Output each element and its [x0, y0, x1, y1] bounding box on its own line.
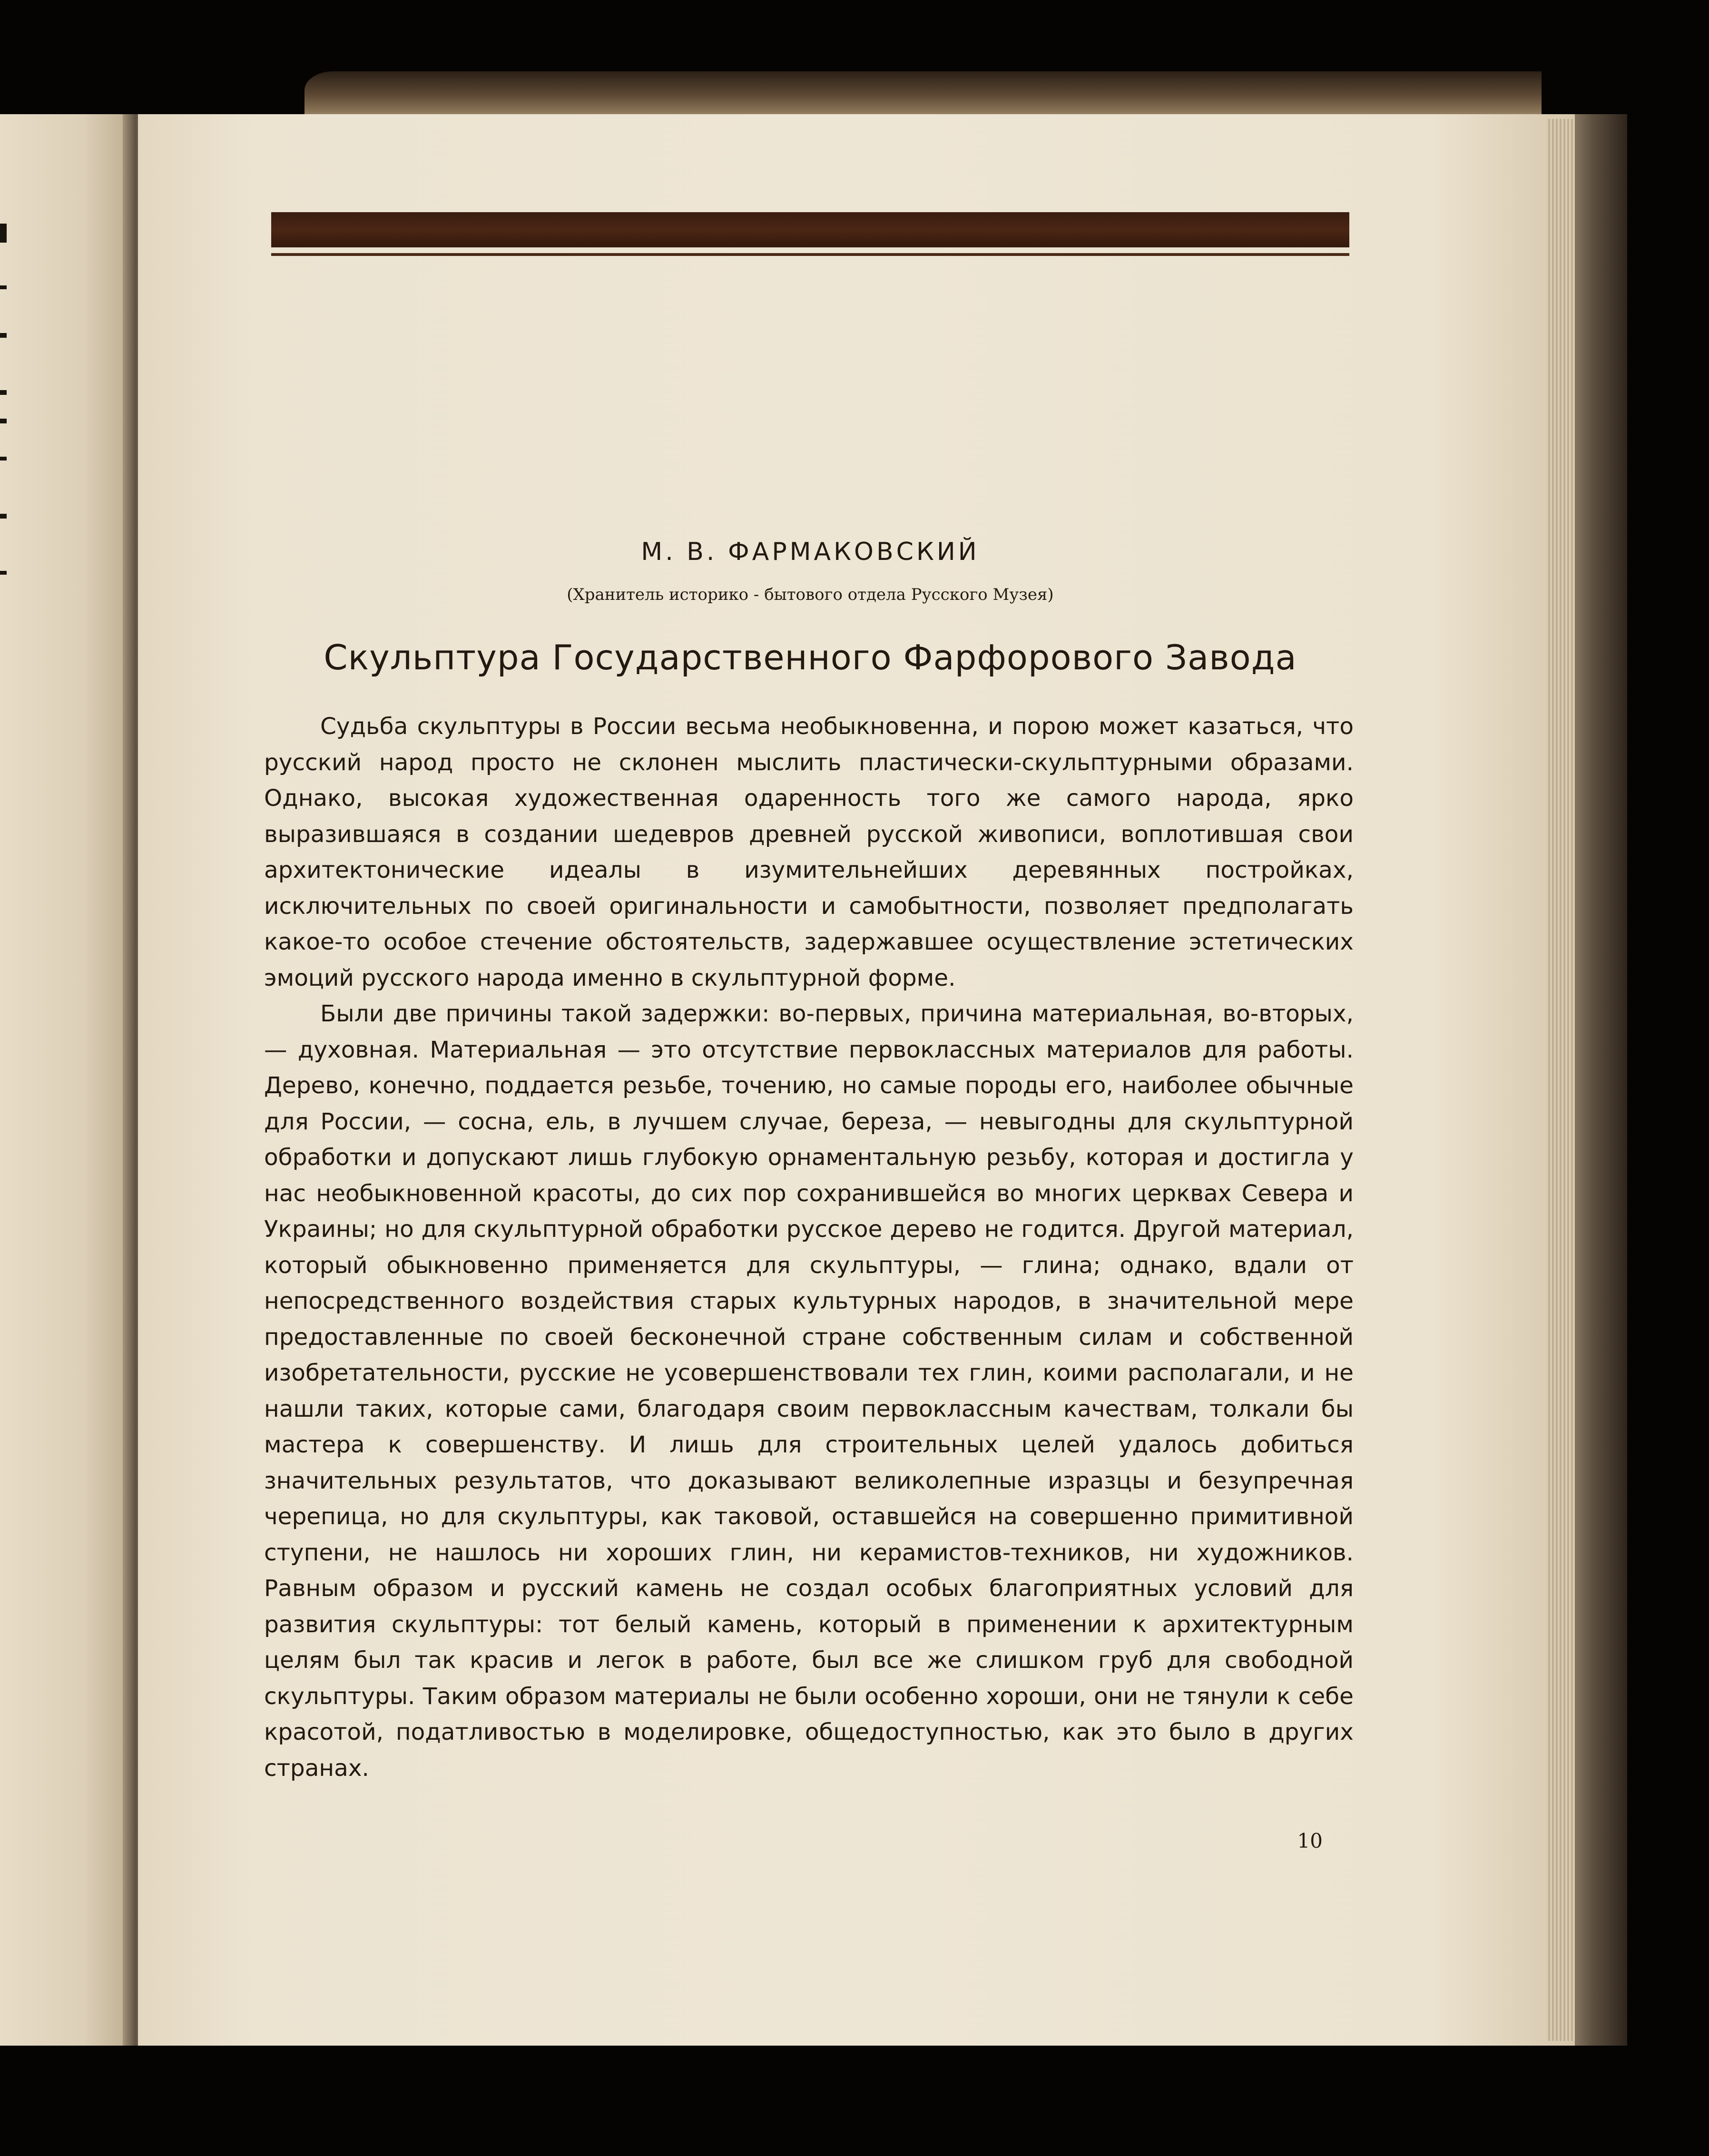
header-rule-thick: [271, 212, 1349, 247]
paragraph: Были две причины такой задержки: во-первых, причина материальная, во-вторых, — духовная. Материальная — это отсутствие первоклассных материалов для работы. Дерево, конечно, поддается резьбе, точению, но самые породы его, наиболее обычные для России, — сосна, ель, в лучшем случае, береза, — невыгодны для скульптурной обработки и допускают лишь глубокую орнаментальную резьбу, которая и достигла у нас необыкновенной красоты, до сих пор сохранившейся во многих церквах Севера и Украины; но для скульптурной обработки русское дерево не годится. Другой материал, который обыкновенно применяется для скульптуры, — глина; однако, вдали от непосредственного воздействия старых культурных народов, в значительной мере предоставленные по своей бесконечной стране собственным силам и собственной изобретательности, русские не усовершенствовали тех глин, коими располагали, и не нашли таких, которые сами, благодаря своим первоклассным качествам, толкали бы мастера к совершенству. И лишь для строительных целей удалось добиться значительных результатов, что доказывают великолепные изразцы и безупречная черепица, но для скульптуры, как таковой, оставшейся на совершенно примитивной ступени, не нашлось ни хороших глин, ни керамистов-техников, ни художников. Равным образом и русский камень не создал особых благоприятных условий для развития скульптуры: тот белый камень, который в применении к архитектурным целям был так красив и легок в работе, был все же слишком груб для свободной скульптуры. Таким образом материалы не были особенно хороши, они не тянули к себе красотой, податливостью в моделировке, общедоступностью, как это было в других странах.: [264, 1000, 1354, 1782]
paragraph: Судьба скульптуры в России весьма необыкновенна, и порою может казаться, что русский народ просто не склонен мыслить пластически-скульптурными образами. Однако, высокая художественная одаренность того же самого народа, ярко выразившаяся в создании шедевров древней русской живописи, воплотившая свои архитектонические идеалы в изумительнейших деревянных постройках, исключительных по своей оригинальности и самобытности, позволяет предполагать какое-то особое стечение обстоятельств, задержавшее осуществление эстетических эмоций русского народа именно в скульптурной форме.: [264, 713, 1354, 991]
left-facing-page: [0, 114, 138, 2046]
page-stack-edge: [1546, 119, 1575, 2041]
article-title: Скульптура Государственного Фарфорового Завода: [324, 637, 1297, 677]
author-position: (Хранитель историко - бытового отдела Русского Музея): [567, 585, 1054, 604]
header-rule-thin: [271, 253, 1349, 256]
article-body: [264, 709, 1354, 1786]
left-edge-marks: [0, 209, 10, 637]
book-cover-edge: [1570, 114, 1627, 2046]
page-number: 10: [1297, 1829, 1323, 1852]
author-name: М. В. ФАРМАКОВСКИЙ: [641, 538, 980, 566]
